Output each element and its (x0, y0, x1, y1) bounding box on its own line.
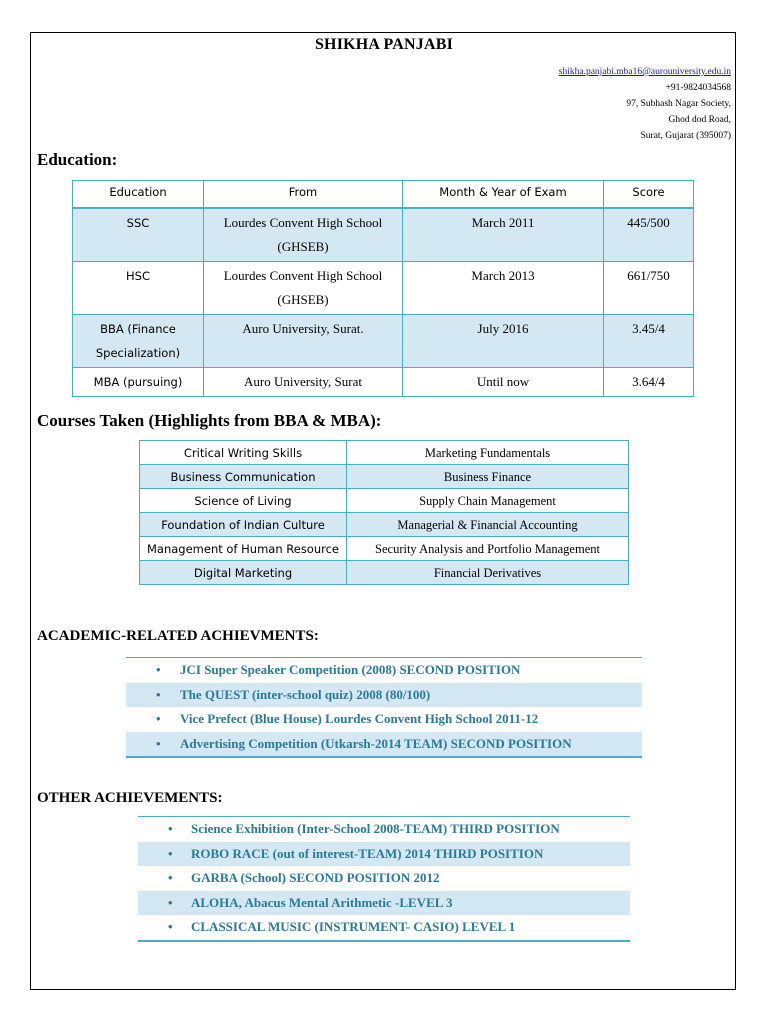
list-item (138, 817, 630, 842)
course-cell: Security Analysis and Portfolio Management (347, 537, 629, 561)
course-cell: Foundation of Indian Culture (140, 513, 347, 537)
list-item (138, 866, 630, 891)
table-row (73, 262, 694, 315)
contact-block (559, 64, 731, 144)
course-cell: Critical Writing Skills (140, 441, 347, 465)
course-cell: Digital Marketing (140, 561, 347, 585)
academic-achievements-heading: ACADEMIC-RELATED ACHIEVMENTS: (37, 628, 319, 644)
table-row (73, 208, 694, 262)
bullet-icon: • (156, 686, 161, 702)
bullet-icon: • (156, 711, 161, 726)
education-cell: BBA (Finance Specialization) (73, 315, 204, 368)
list-item (126, 707, 642, 732)
courses-heading: Courses Taken (Highlights from BBA & MBA): (37, 411, 382, 430)
column-header-score: Score (604, 181, 694, 209)
bullet-icon: • (168, 894, 173, 910)
course-cell: Business Communication (140, 465, 347, 489)
score-cell: 3.64/4 (604, 368, 694, 397)
course-cell: Financial Derivatives (347, 561, 629, 585)
table-row (73, 315, 694, 368)
date-cell: March 2011 (403, 208, 604, 262)
phone-number: +91-9824034568 (665, 83, 731, 93)
education-heading: Education: (37, 150, 118, 169)
table-row (140, 465, 629, 489)
address-line-1: 97, Subhash Nagar Society, (626, 99, 731, 109)
bullet-icon: • (168, 821, 173, 836)
achievement-text: Vice Prefect (Blue House) Lourdes Convent High School 2011-12 (180, 711, 539, 726)
table-row (140, 561, 629, 585)
list-item (126, 658, 642, 683)
bullet-icon: • (168, 845, 173, 861)
course-cell: Science of Living (140, 489, 347, 513)
achievement-text: GARBA (School) SECOND POSITION 2012 (191, 870, 440, 885)
course-cell: Marketing Fundamentals (347, 441, 629, 465)
achievement-text: ROBO RACE (out of interest-TEAM) 2014 THIRD POSITION (191, 845, 544, 861)
column-header-education: Education (73, 181, 204, 209)
achievement-text: Science Exhibition (Inter-School 2008-TEAM) THIRD POSITION (191, 821, 560, 836)
other-achievements-heading: OTHER ACHIEVEMENTS: (37, 790, 223, 806)
other-achievements-list (138, 816, 630, 942)
bullet-icon: • (168, 919, 173, 934)
score-cell: 3.45/4 (604, 315, 694, 368)
date-cell: Until now (403, 368, 604, 397)
score-cell: 661/750 (604, 262, 694, 315)
achievement-text: JCI Super Speaker Competition (2008) SECOND POSITION (180, 662, 521, 677)
from-cell: Auro University, Surat. (204, 315, 403, 368)
date-cell: July 2016 (403, 315, 604, 368)
table-row (140, 513, 629, 537)
table-row (140, 441, 629, 465)
course-cell: Supply Chain Management (347, 489, 629, 513)
address-line-2: Ghod dod Road, (668, 115, 731, 125)
courses-table (139, 440, 629, 585)
candidate-name: SHIKHA PANJABI (314, 36, 454, 53)
bullet-icon: • (168, 870, 173, 885)
table-row (73, 368, 694, 397)
education-table (72, 180, 694, 397)
achievement-text: The QUEST (inter-school quiz) 2008 (80/100) (180, 686, 431, 702)
list-item (138, 891, 630, 916)
list-item (126, 732, 642, 757)
list-item (138, 915, 630, 940)
table-row (140, 537, 629, 561)
bullet-icon: • (156, 662, 161, 677)
education-cell: MBA (pursuing) (73, 368, 204, 397)
education-cell: SSC (73, 208, 204, 262)
course-cell: Management of Human Resource (140, 537, 347, 561)
from-cell: Lourdes Convent High School (GHSEB) (204, 262, 403, 315)
course-cell: Managerial & Financial Accounting (347, 513, 629, 537)
list-item (126, 683, 642, 708)
address-line-3: Surat, Gujarat (395007) (640, 131, 731, 141)
achievement-text: ALOHA, Abacus Mental Arithmetic -LEVEL 3 (191, 894, 453, 910)
achievement-text: Advertising Competition (Utkarsh-2014 TEAM) SECOND POSITION (180, 735, 572, 751)
table-row (140, 489, 629, 513)
bullet-icon: • (156, 735, 161, 751)
education-header-row (73, 181, 694, 209)
course-cell: Business Finance (347, 465, 629, 489)
from-cell: Lourdes Convent High School (GHSEB) (204, 208, 403, 262)
from-cell: Auro University, Surat (204, 368, 403, 397)
email-link[interactable]: shikha.panjabi.mba16@aurouniversity.edu.in (558, 67, 731, 77)
score-cell: 445/500 (604, 208, 694, 262)
achievement-text: CLASSICAL MUSIC (INSTRUMENT- CASIO) LEVEL 1 (191, 919, 516, 934)
date-cell: March 2013 (403, 262, 604, 315)
list-item (138, 842, 630, 867)
column-header-from: From (204, 181, 403, 209)
column-header-date: Month & Year of Exam (403, 181, 604, 209)
education-cell: HSC (73, 262, 204, 315)
academic-achievements-list (126, 657, 642, 758)
